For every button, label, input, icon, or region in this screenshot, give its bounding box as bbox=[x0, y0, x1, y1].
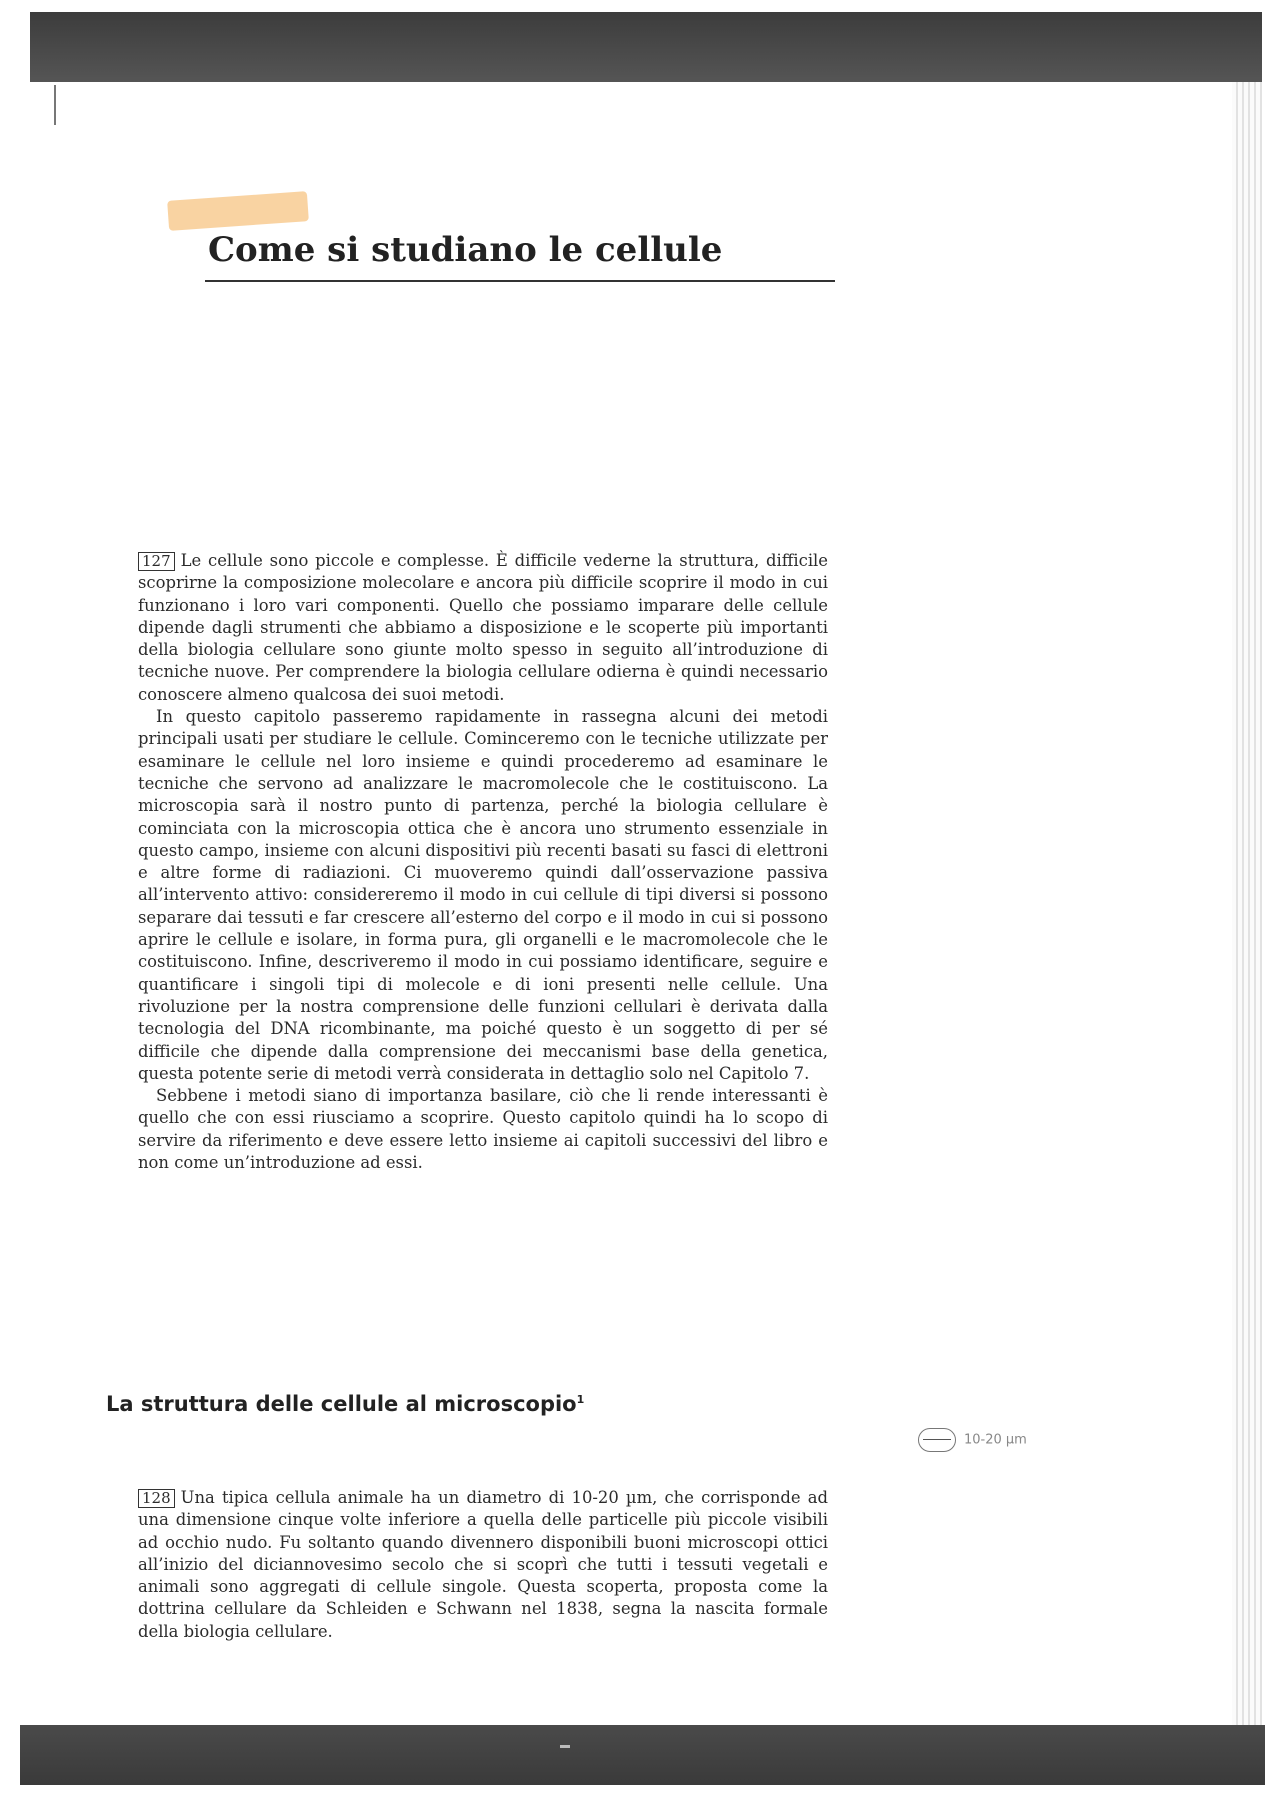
book-page-edges bbox=[1232, 82, 1262, 1725]
margin-note-text: 10-20 µm bbox=[964, 1432, 1027, 1448]
intro-text bbox=[138, 550, 828, 1174]
intro-paragraph-2: In questo capitolo passeremo rapidamente in rassegna alcuni dei metodi principali usati per studiare le cellule. Cominceremo con le tecniche utilizzate per esaminare le cellule nel loro insieme e quindi procederemo ad esaminare le tecniche che servono ad analizzare le macromolecole che le costituiscono. La microscopia sarà il nostro punto di partenza, perché la biologia cellulare è cominciata con la microscopia ottica che è ancora uno strumento essenziale in questo campo, insieme con alcuni dispositivi più recenti basati su fasci di elettroni e altre forme di radiazioni. Ci muoveremo quindi dall’osservazione passiva all’intervento attivo: considereremo il modo in cui cellule di tipi diversi si possono separare dai tessuti e far crescere all’esterno del corpo e il modo in cui si possono aprire le cellule e isolare, in forma pura, gli organelli e le macromolecole che le costituiscono. Infine, descriveremo il modo in cui possiamo identificare, seguire e quantificare i singoli tipi di molecole e di ioni presenti nelle cellule. Una rivoluzione per la nostra comprensione delle funzioni cellulari è derivata dalla tecnologia del DNA ricombinante, ma poiché questo è un soggetto di per sé difficile che dipende dalla comprensione dei meccanismi base della genetica, questa potente serie di metodi verrà considerata in dettaglio solo nel Capitolo 7. bbox=[138, 707, 828, 1083]
section-heading-text: La struttura delle cellule al microscopio bbox=[106, 1392, 577, 1416]
handwritten-margin-note bbox=[918, 1428, 1098, 1468]
intro-paragraph-1-text: Le cellule sono piccole e complesse. È difficile vederne la struttura, difficile scoprirne la composizione molecolare e ancora più difficile scoprire il modo in cui funzionano i loro vari componenti. Quello che possiamo imparare delle cellule dipende dagli strumenti che abbiamo a disposizione e le scoperte più importanti della biologia cellulare sono giunte molto spesso in seguito all’introduzione di tecniche nuove. Per comprendere la biologia cellulare odierna è quindi necessario conoscere almeno qualcosa dei suoi metodi. bbox=[138, 551, 828, 704]
scan-top-border bbox=[30, 12, 1262, 82]
title-underline bbox=[205, 280, 835, 282]
highlighter-mark bbox=[167, 191, 309, 231]
scan-speck bbox=[560, 1745, 570, 1748]
chapter-title: Come si studiano le cellule bbox=[208, 230, 723, 270]
section-paragraph-1 bbox=[138, 1487, 828, 1643]
scan-left-mark bbox=[54, 85, 56, 125]
scale-bar-icon bbox=[918, 1428, 956, 1452]
scan-bottom-border bbox=[20, 1725, 1265, 1785]
intro-paragraph-1 bbox=[138, 550, 828, 706]
section-text bbox=[138, 1487, 828, 1643]
intro-paragraph-3: Sebbene i metodi siano di importanza basilare, ciò che li rende interessanti è quello che con essi riusciamo a scoprire. Questo capitolo quindi ha lo scopo di servire da riferimento e deve essere letto insieme ai capitoli successivi del libro e non come un’introduzione ad essi. bbox=[138, 1086, 828, 1173]
paragraph-number: 128 bbox=[138, 1489, 175, 1508]
paragraph-number: 127 bbox=[138, 552, 175, 571]
footnote-marker: 1 bbox=[576, 1393, 585, 1406]
section-paragraph-1-text: Una tipica cellula animale ha un diametro di 10-20 µm, che corrisponde ad una dimensione cinque volte inferiore a quella delle particelle più piccole visibili ad occhio nudo. Fu soltanto quando divennero disponibili buoni microscopi ottici all’inizio del diciannovesimo secolo che si scoprì che tutti i tessuti vegetali e animali sono aggregati di cellule singole. Questa scoperta, proposta come la dottrina cellulare da Schleiden e Schwann nel 1838, segna la nascita formale della biologia cellulare. bbox=[138, 1488, 828, 1641]
section-heading bbox=[106, 1392, 584, 1416]
